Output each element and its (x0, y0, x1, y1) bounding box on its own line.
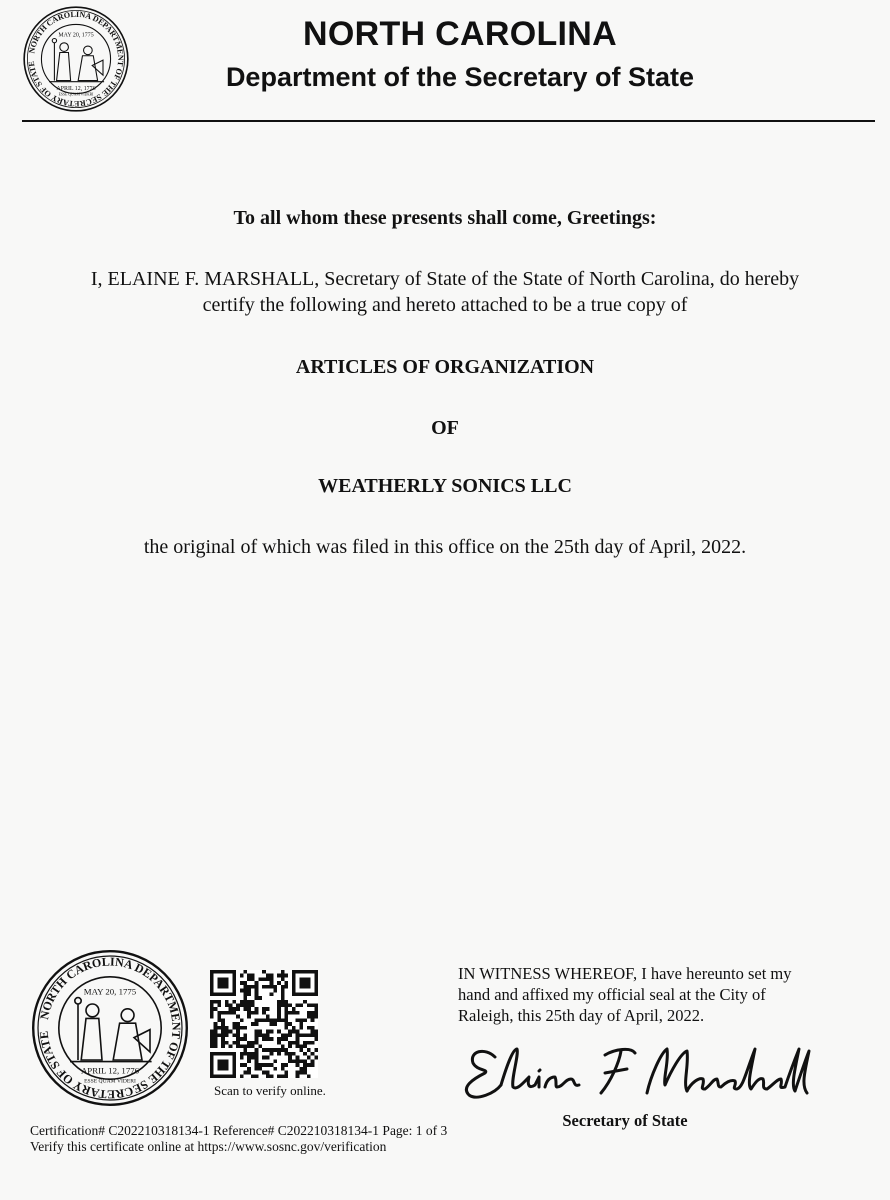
certify-line-2: certify the following and hereto attached to be a true copy of (202, 294, 688, 316)
certification-reference-line: Certification# C202210318134-1 Reference# C202210318134-1 Page: 1 of 3 (30, 1123, 448, 1138)
entity-name: WEATHERLY SONICS LLC (318, 475, 572, 497)
svg-text:NORTH CAROLINA DEPARTMENT OF T: NORTH CAROLINA DEPARTMENT OF THE SECRETARY OF STATE (26, 9, 126, 109)
witness-statement (458, 963, 818, 1026)
filed-statement: the original of which was filed in this office on the 25th day of April, 2022. (143, 536, 747, 558)
svg-text:APRIL 12, 1776: APRIL 12, 1776 (80, 1065, 140, 1076)
header-title: NORTH CAROLINA (303, 15, 617, 53)
svg-text:NORTH CAROLINA DEPARTMENT OF T: NORTH CAROLINA DEPARTMENT OF THE SECRETARY OF STATE (36, 954, 184, 1102)
state-seal-bottom-graphic (30, 948, 190, 1108)
verification-url-line[interactable]: Verify this certificate online at https://www.sosnc.gov/verification (30, 1139, 387, 1154)
svg-text:MAY 20, 1775: MAY 20, 1775 (58, 32, 94, 39)
svg-text:ESSE QUAM VIDERI: ESSE QUAM VIDERI (84, 1078, 136, 1085)
state-seal-bottom (30, 948, 190, 1108)
header-subtitle: Department of the Secretary of State (225, 62, 695, 92)
signature-graphic (455, 1035, 815, 1105)
qr-code-graphic (210, 970, 318, 1078)
certify-paragraph (40, 266, 850, 318)
state-seal-top (22, 5, 130, 113)
greeting-heading: To all whom these presents shall come, Greetings: (233, 207, 657, 229)
qr-caption: Scan to verify online. (214, 1083, 326, 1098)
witness-line-3: Raleigh, this 25th day of April, 2022. (458, 1006, 705, 1025)
header-divider (22, 120, 875, 122)
svg-text:ESSE QUAM VIDERI: ESSE QUAM VIDERI (58, 92, 94, 97)
signer-title: Secretary of State (562, 1111, 688, 1130)
witness-line-2: hand and affixed my official seal at the City of (458, 985, 766, 1004)
verification-qr-code[interactable] (210, 970, 318, 1078)
svg-text:APRIL 12, 1776: APRIL 12, 1776 (56, 85, 96, 92)
certify-line-1: I, ELAINE F. MARSHALL, Secretary of State of the State of North Carolina, do hereby (90, 268, 800, 290)
state-seal-top-graphic (22, 5, 130, 113)
handwritten-signature (455, 1035, 815, 1105)
witness-line-1: IN WITNESS WHEREOF, I have hereunto set my (458, 964, 792, 983)
of-word: OF (431, 417, 459, 439)
document-type: ARTICLES OF ORGANIZATION (295, 356, 595, 378)
svg-text:MAY 20, 1775: MAY 20, 1775 (83, 986, 137, 997)
